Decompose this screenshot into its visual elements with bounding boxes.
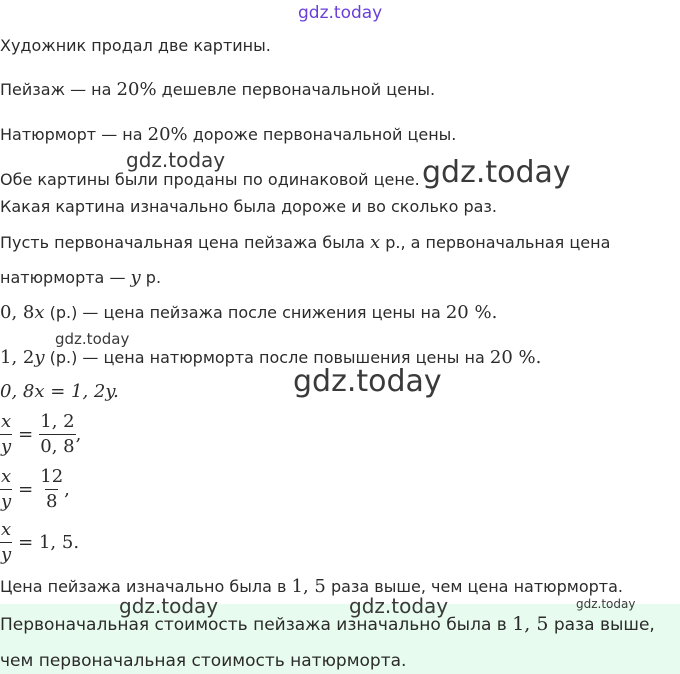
fraction-right xyxy=(39,412,75,457)
conclusion-pre: Цена пейзажа изначально была в xyxy=(0,577,292,596)
fraction-denominator: 0, 8 xyxy=(40,436,75,457)
equation-1: 0, 8x = 1, 2y. xyxy=(0,381,119,402)
solution-line-3-text: — цена пейзажа после снижения цены на xyxy=(77,303,446,322)
fraction-left xyxy=(0,520,12,565)
problem-line-4: Обе картины были проданы по одинаковой цене. xyxy=(0,170,420,189)
fraction-right xyxy=(39,467,64,512)
fraction-numerator: x xyxy=(1,519,12,540)
variable-y: y xyxy=(130,267,141,288)
conclusion xyxy=(0,576,623,597)
fraction-result: = 1, 5. xyxy=(18,532,80,553)
percent-sign: %. xyxy=(468,302,498,323)
conclusion-post: раза выше, чем цена натюрморта. xyxy=(325,577,623,596)
fraction-left xyxy=(0,467,12,512)
answer-line-1-pre: Первоначальная стоимость пейзажа изначально была в xyxy=(0,615,513,635)
solution-line-2-pre: натюрморта — xyxy=(0,268,131,287)
problem-line-2-post: дешевле первоначальной цены. xyxy=(156,80,436,99)
percent-sign: % xyxy=(139,79,157,100)
problem-line-3 xyxy=(0,124,456,145)
watermark: gdz.today xyxy=(55,330,130,348)
expr-number: 1, 2 xyxy=(0,347,35,368)
solution-line-4-text: — цена натюрморта после повышения цены на xyxy=(77,348,490,367)
fraction-numerator: x xyxy=(1,466,12,487)
expr-variable: y xyxy=(34,347,45,368)
answer-ratio-value: 1, 5 xyxy=(512,613,549,635)
solution-line-2-post: р. xyxy=(140,268,162,287)
solution-line-3 xyxy=(0,302,497,323)
fraction-equation-1 xyxy=(0,412,81,457)
problem-line-3-post: дороже первоначальной цены. xyxy=(187,125,457,144)
punctuation: , xyxy=(64,479,70,500)
watermark: gdz.today xyxy=(126,148,226,172)
equals-sign: = xyxy=(18,424,34,445)
answer-line-2: чем первоначальная стоимость натюрморта. xyxy=(0,651,407,671)
fraction-numerator: x xyxy=(1,411,12,432)
fraction-denominator: y xyxy=(1,436,12,457)
unit: (р.) xyxy=(44,348,78,367)
ratio-value: 1, 5 xyxy=(291,576,326,597)
expr-variable: x xyxy=(34,302,45,323)
problem-line-2 xyxy=(0,79,435,100)
solution-line-1-pre: Пусть первоначальная цена пейзажа была xyxy=(0,233,370,252)
problem-line-2-pre: Пейзаж — на xyxy=(0,80,117,99)
answer-line-1-post: раза выше, xyxy=(548,615,655,635)
solution-line-2 xyxy=(0,267,161,288)
percent-value: 20 xyxy=(147,124,171,145)
answer-line-1 xyxy=(0,613,655,635)
percent-sign: %. xyxy=(512,347,542,368)
watermark: gdz.today xyxy=(422,155,571,190)
watermark: gdz.today xyxy=(293,364,442,399)
fraction-numerator: 1, 2 xyxy=(40,411,75,432)
variable-x: x xyxy=(370,232,381,253)
fraction-denominator: y xyxy=(1,544,12,565)
fraction-denominator: y xyxy=(1,491,12,512)
fraction-denominator: 8 xyxy=(45,491,58,512)
unit: (р.) xyxy=(44,303,78,322)
expr-number: 0, 8 xyxy=(0,302,35,323)
watermark: gdz.today xyxy=(349,594,449,618)
problem-line-5: Какая картина изначально была дороже и во сколько раз. xyxy=(0,197,498,216)
punctuation: , xyxy=(75,424,82,445)
problem-line-1: Художник продал две картины. xyxy=(0,36,271,55)
solution-line-4 xyxy=(0,347,541,368)
problem-line-3-pre: Натюрморт — на xyxy=(0,125,148,144)
solution-line-1-post: р., а первоначальная цена xyxy=(380,233,611,252)
fraction-left xyxy=(0,412,12,457)
watermark-top: gdz.today xyxy=(298,3,383,23)
percent-value: 20 xyxy=(445,302,469,323)
solution-line-1 xyxy=(0,232,610,253)
watermark: gdz.today xyxy=(576,597,636,611)
percent-value: 20 xyxy=(489,347,513,368)
fraction-equation-2 xyxy=(0,467,70,512)
percent-sign: % xyxy=(170,124,188,145)
watermark: gdz.today xyxy=(119,594,219,618)
percent-value: 20 xyxy=(116,79,140,100)
fraction-equation-3 xyxy=(0,520,79,565)
fraction-numerator: 12 xyxy=(40,466,64,487)
equals-sign: = xyxy=(18,479,34,500)
